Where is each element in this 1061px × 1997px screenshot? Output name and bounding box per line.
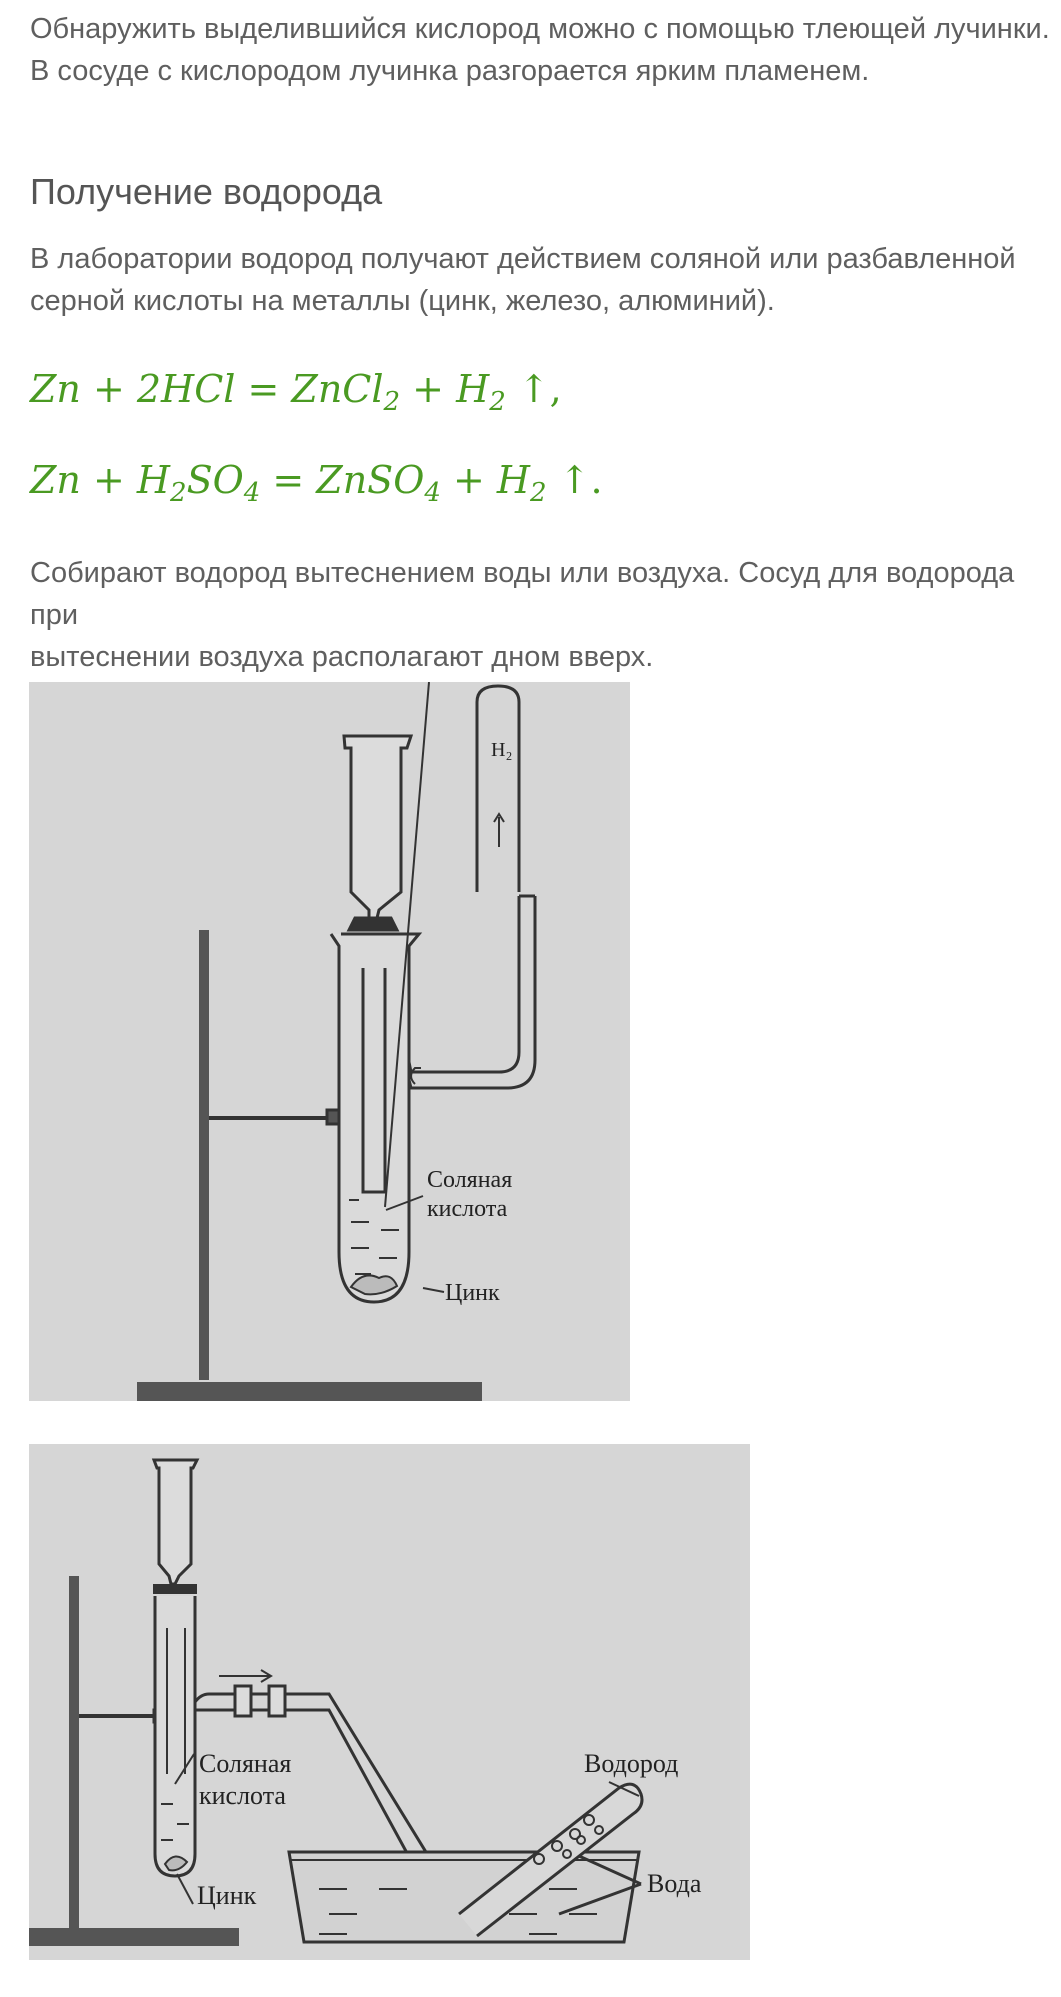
test-tube [155,1596,195,1876]
figure-air-displacement [29,682,630,1401]
acid-label-2: кислота [427,1196,508,1222]
stand-rod [199,930,209,1380]
gas-tube [409,896,535,1088]
tube-joint-1 [235,1686,251,1716]
intro-line-2: В сосуде с кислородом лучинка разгорается ярким пламенем. [30,55,870,87]
collection-tube [477,686,519,892]
dropping-funnel [344,736,411,918]
zinc-label: Цинк [445,1280,500,1306]
stopper-top [153,1584,197,1594]
apparatus-air-diagram [29,682,630,1401]
figure-water-displacement [29,1444,750,1960]
right-arrow-icon [219,1670,271,1682]
eq1-sub: 2 [489,387,506,417]
zinc-label: Цинк [197,1881,257,1910]
tube-joint-2 [269,1686,285,1716]
eq2-sub: 4 [243,478,261,508]
water-label: Вода [647,1869,702,1898]
lab-line-2: серной кислоты на металлы (цинк, железо, алюминий). [30,285,775,317]
apparatus-water-diagram [29,1444,750,1960]
eq1-part: + H [400,367,490,411]
stand-rod [69,1576,79,1946]
eq2-arrow: ↑. [546,458,603,502]
water-trough [289,1852,639,1942]
eq2-sub: 2 [170,478,187,508]
eq1-sub: 2 [383,387,401,417]
eq2-sub: 2 [530,478,547,508]
acid-label-1: Соляная [427,1167,513,1193]
dropping-funnel [154,1460,197,1584]
test-tube [331,934,419,1302]
collect-line-2: вытеснении воздуха располагают дном вверх. [30,641,654,673]
eq1-part: Zn + 2HCl = ZnCl [30,367,384,411]
eq2-part: SO [186,458,244,502]
h2-label: H₂ [491,739,513,761]
eq2-part: = ZnSO [260,458,425,502]
equation-zinc-h2so4 [30,458,603,508]
eq1-arrow: ↑, [505,367,562,411]
stand-base [29,1928,239,1946]
section-heading: Получение водорода [30,171,383,212]
acid-label-2: кислота [199,1781,286,1810]
collect-paragraph [30,552,1061,678]
stopper-top [349,918,397,930]
stand-base [137,1382,482,1401]
hydrogen-label: Водород [584,1749,679,1778]
acid-label-1: Соляная [199,1749,292,1778]
eq2-part: + H [440,458,531,502]
lab-line-1: В лаборатории водород получают действием соляной или разбавленной [30,243,1016,275]
intro-paragraph [30,8,1050,92]
eq2-part: Zn + H [30,458,171,502]
lab-paragraph [30,238,1016,322]
intro-line-1: Обнаружить выделившийся кислород можно с помощью тлеющей лучинки. [30,13,1050,45]
eq2-sub: 4 [424,478,441,508]
equation-zinc-hcl [30,367,562,417]
up-arrow-icon [494,814,504,847]
collect-line-1: Собирают водород вытеснением воды или воздуха. Сосуд для водорода при [30,557,1015,631]
